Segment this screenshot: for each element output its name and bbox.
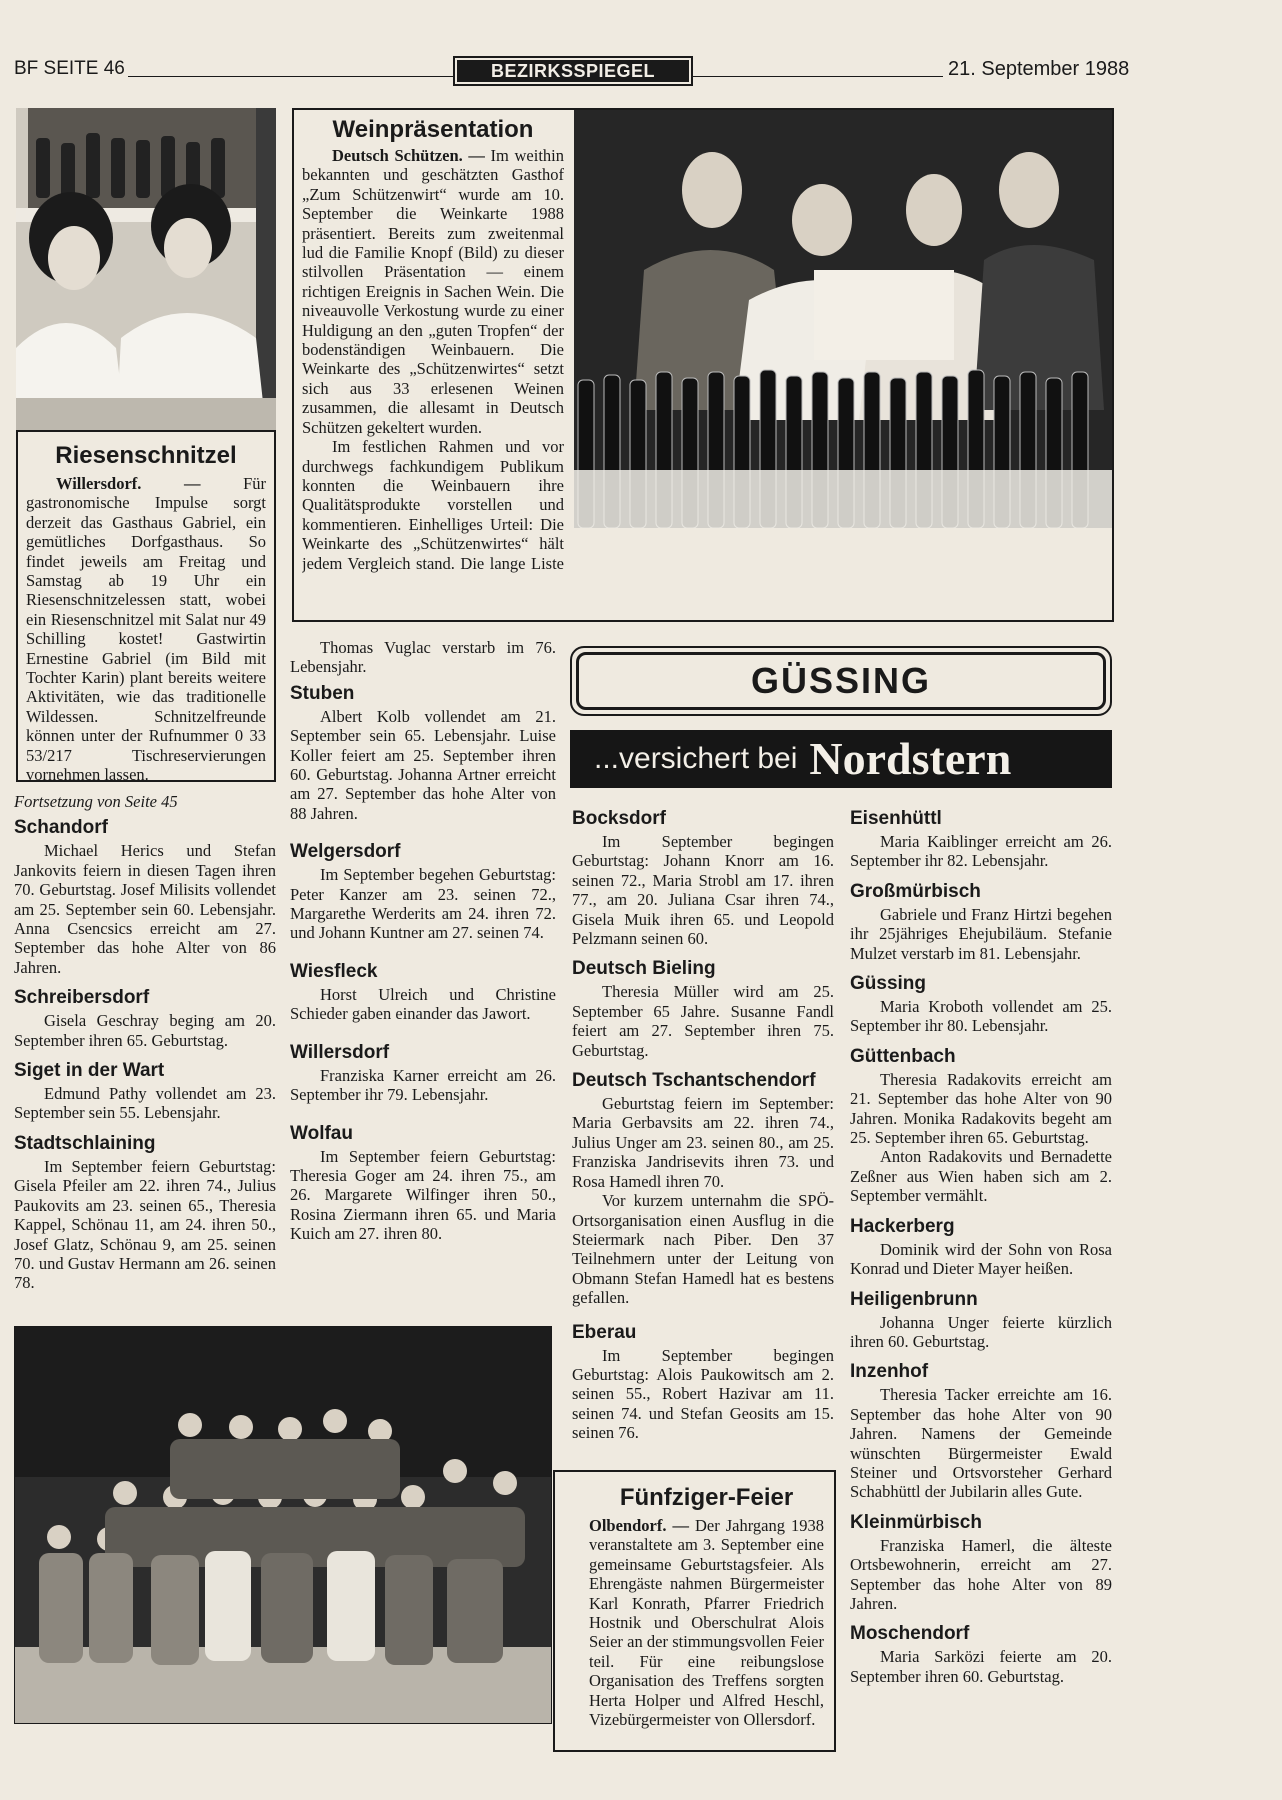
column-1: [14, 790, 276, 1293]
guessing-banner-inner: [576, 652, 1106, 710]
entry-heading: Wiesfleck: [290, 960, 378, 982]
entry-text: Im September begehen Geburtstag: Peter Kanzer am 23. seinen 72., Margarethe Werderits am 24. ihren 72. und Johann Kuntner am 27. seinen 74.: [290, 865, 556, 943]
entry-text: Im September feiern Geburtstag: Gisela Pfeiler am 22. ihren 74., Julius Paukovits am 23. seinen 65., Theresia Kappel, Schönau 11, am 24. ihren 50., Josef Glatz, Schönau 9, am 25. seinen 70. und Gustav Hermann am 26. seinen 78.: [14, 1156, 276, 1293]
entry-text: Gisela Geschray beging am 20. September ihren 65. Geburtstag.: [14, 1011, 276, 1050]
entry-text: Maria Sarközi feierte am 20. September ihren 60. Geburtstag.: [850, 1647, 1112, 1686]
entry-eberau: [572, 1322, 834, 1443]
fuenfziger-body: Der Jahrgang 1938 veranstaltete am 3. September eine gemeinsame Geburtstagsfeier. Als Ehrengäste nahmen Bürgermeister Karl Konrath, Pfarrer Friedrich Hostnik und Oberschulrat Alois Seier an der stimmungsvollen Feier teil. Für eine reibungslose Organisation des Treffens sorgten Herta Holper und Alfred Heschl, Vizebürgermeister von Ollersdorf.: [589, 1516, 825, 1730]
entry-moschendorf: [850, 1623, 1112, 1686]
entry-heading: Wolfau: [290, 1122, 353, 1144]
section-label: [453, 56, 693, 86]
column-2: [290, 638, 556, 1244]
entry-heading: Willersdorf: [290, 1041, 390, 1063]
entry-text: Maria Kaiblinger erreicht am 26. September ihr 82. Lebensjahr.: [850, 832, 1112, 871]
fuenfziger-feier-box: [553, 1470, 836, 1752]
entry-heading: Deutsch Bieling: [572, 958, 716, 980]
entry-text: Franziska Karner erreicht am 26. September ihr 79. Lebensjahr.: [290, 1065, 556, 1105]
entry-heading: Eberau: [572, 1321, 637, 1343]
entry-heiligenbrunn: [850, 1289, 1112, 1352]
entry-text: Maria Kroboth vollendet am 25. September ihr 80. Lebensjahr.: [850, 997, 1112, 1036]
entry-heading: Moschendorf: [850, 1623, 970, 1645]
entry-eisenhuettl: [850, 808, 1112, 871]
wein-p1-body: Im weithin bekannten und geschätzten Gasthof „Zum Schützenwirt“ wurde am 10. September die Weinkarte 1988 präsentiert. Bereits zum zweitenmal lud die Familie Knopf (Bild) zu dieser stilvollen Präsentation — einem richtigen Ereignis in Sachen Wein. Die niveauvolle Verkostung wurde zu einer Huldigung an den „guten Tropfen“ der bodenständigen Weinbauern. Die Weinkarte des „Schützenwirtes“ setzt sich aus 33 erlesenen Weinen zusammen, die allesamt in Deutsch Schützen gekeltert wurden.: [302, 146, 564, 437]
wein-p1: [302, 146, 564, 437]
entry-text: Theresia Tacker erreichte am 16. September das hohe Alter von 90 Jahren. Namens der Gemeinde wünschten Bürgermeister Ewald Steiner und Ortsvorsteher Gerhard Schabhüttl der Jubilarin alles Gute.: [850, 1385, 1112, 1502]
entry-text: Im September begingen Geburtstag: Alois Paukowitsch am 2. seinen 55., Robert Hazivar am 11. seinen 74. und Stefan Geosits am 15. seinen 76.: [572, 1345, 834, 1443]
entry-text: Edmund Pathy vollendet am 23. September sein 55. Lebensjahr.: [14, 1084, 276, 1123]
entry-text: Geburtstag feiern im September: Maria Gerbavsits am 22. ihren 74., Julius Unger am 23. seinen 80., am 25. Franziska Jandrisevits ihren 73. und Rosa Hamedl ihren 70.: [572, 1094, 834, 1191]
entry-text: Dominik wird der Sohn von Rosa Konrad und Dieter Mayer heißen.: [850, 1239, 1112, 1279]
entry-heading: Heiligenbrunn: [850, 1288, 978, 1310]
entry-heading: Inzenhof: [850, 1361, 929, 1383]
entry-inzenhof: [850, 1361, 1112, 1501]
fuenfziger-lead: Olbendorf. —: [589, 1516, 689, 1535]
entry-stadtschlaining: [14, 1133, 276, 1293]
riesenschnitzel-body: Für gastronomische Impulse sorgt derzeit das Gasthaus Gabriel, ein gemütliches Dorfgasthaus. So findet jeweils am Freitag und Samstag ab 19 Uhr ein Riesenschnitzelessen statt, wobei ein Riesenschnitzel mit Salat nur 49 Schilling kostet! Gastwirtin Ernestine Gabriel (im Bild mit Tochter Karin) plant bereits weitere Aktivitäten, wie das traditionelle Wildessen. Schnitzelfreunde können unter der Rufnummer 0 33 53/217 Tischreservierungen vornehmen lassen.: [26, 474, 266, 785]
entry-heading: Kleinmürbisch: [850, 1511, 982, 1533]
entry-heading: Stuben: [290, 682, 355, 704]
entry-grossmuerbisch: [850, 881, 1112, 963]
entry-text: Horst Ulreich und Christine Schieder gaben einander das Jawort.: [290, 984, 556, 1024]
entry-hackerberg: [850, 1216, 1112, 1279]
entry-text: Johanna Unger feierte kürzlich ihren 60. Geburtstag.: [850, 1312, 1112, 1351]
weinpraesentation-text: [302, 112, 564, 573]
entry-text: Im September begingen Geburtstag: Johann Knorr am 16. seinen 72., Maria Strobl am 17. ihren 77., am 20. Juliana Csar ihren 74., Gisela Muik ihren 65. und Leopold Pelzmann seinen 60.: [572, 832, 834, 949]
entry-text: Franziska Hamerl, die älteste Ortsbewohnerin, erreicht am 27. September das hohe Alter von 89 Jahren.: [850, 1535, 1112, 1613]
page-number: BF SEITE 46: [14, 58, 125, 79]
entry-heading: Großmürbisch: [850, 880, 981, 902]
entry-text: Theresia Müller wird am 25. September 65 Jahre. Susanne Fandl feiert am 27. September ihren 75. Geburtstag.: [572, 982, 834, 1060]
entry-heading: Güttenbach: [850, 1045, 956, 1067]
jahrgang-group-photo: [14, 1326, 552, 1724]
weinpraesentation-title: Weinpräsentation: [332, 116, 534, 143]
gasthaus-photo: [16, 108, 276, 430]
entry-welgersdorf: [290, 841, 556, 943]
wein-p2: Im festlichen Rahmen und vor durchwegs fachkundigem Publikum konnten die Weinbauern ihre Qualitätsprodukte vorstellen und kommentieren. Einhelliges Urteil: Die Weinkarte des „Schützenwirtes“ hält jedem Vergleich stand. Die lange Liste: [302, 437, 564, 573]
entry-heading: Welgersdorf: [290, 841, 401, 863]
entry-text: Albert Kolb vollendet am 21. September sein 65. Lebensjahr. Luise Koller feiert am 25. September ihren 60. Geburtstag. Johanna Artner erreicht am 27. September das hohe Alter von 88 Jahren.: [290, 706, 556, 823]
column-3: [572, 800, 834, 1443]
entry-schreibersdorf: [14, 987, 276, 1050]
entry-heading: Stadtschlaining: [14, 1132, 156, 1154]
entry-heading: Bocksdorf: [572, 808, 666, 829]
entry-heading: Güssing: [850, 973, 927, 995]
entry-heading: Siget in der Wart: [14, 1060, 165, 1082]
nordstern-prefix: ...versichert bei: [594, 742, 798, 775]
entry-schandorf: [14, 817, 276, 977]
entry-willersdorf: [290, 1042, 556, 1105]
riesenschnitzel-box: [16, 430, 276, 785]
entry-heading: Eisenhüttl: [850, 808, 942, 829]
section-label-text: BEZIRKSSPIEGEL: [457, 60, 689, 82]
entry-heading: Deutsch Tschantschendorf: [572, 1070, 816, 1092]
entry-text: Theresia Radakovits erreicht am 21. September das hohe Alter von 90 Jahren. Monika Radakovits begeht am 25. September ihren 65. Geburtstag.: [850, 1069, 1112, 1148]
guessing-banner-text: GÜSSING: [750, 660, 932, 701]
entry-guessing: [850, 973, 1112, 1036]
nordstern-brand: Nordstern: [809, 733, 1012, 784]
entry-deutsch-bieling: [572, 958, 834, 1060]
entry-kleinmuerbisch: [850, 1512, 1112, 1614]
entry-heading: Schandorf: [14, 817, 108, 839]
page-date: 21. September 1988: [948, 58, 1130, 80]
entry-text-2: Anton Radakovits und Bernadette Zeßner aus Wien haben sich am 2. September vermählt.: [850, 1147, 1112, 1206]
entry-siget: [14, 1060, 276, 1123]
fuenfziger-feier-title: Fünfziger-Feier: [619, 1484, 794, 1511]
riesenschnitzel-text: [26, 474, 266, 785]
entry-bocksdorf: [572, 808, 834, 948]
entry-text: Im September feiern Geburtstag: Theresia Goger am 24. ihren 75., am 26. Margarete Wilfinger ihren 50., Rosina Ziermann ihren 65. und Maria Kuich am 27. ihren 80.: [290, 1146, 556, 1244]
fortsetzung-note: Fortsetzung von Seite 45: [14, 792, 178, 811]
entry-guettenbach: [850, 1046, 1112, 1206]
entry-wiesfleck: [290, 961, 556, 1024]
entry-text: Michael Herics und Stefan Jankovits feiern in diesen Tagen ihren 70. Geburtstag. Josef Milisits vollendet am 25. September sein 60. Lebensjahr. Anna Csencsics erreicht am 27. September das hohe Alter von 86 Jahren.: [14, 841, 276, 977]
intro-text: Thomas Vuglac verstarb im 76. Lebensjahr.: [290, 638, 556, 677]
entry-wolfau: [290, 1123, 556, 1244]
riesenschnitzel-lead: Willersdorf. —: [56, 474, 201, 493]
entry-stuben: [290, 683, 556, 823]
header-rule-left: [128, 76, 454, 77]
column-4: [850, 800, 1112, 1686]
header-rule-right: [693, 76, 943, 77]
fuenfziger-feier-text: [589, 1516, 824, 1729]
wein-lead: Deutsch Schützen. —: [332, 146, 485, 165]
entry-text: Gabriele und Franz Hirtzi begehen ihr 25jähriges Ehejubiläum. Stefanie Mulzet verstarb im 81. Lebensjahr.: [850, 904, 1112, 963]
nordstern-ad: [570, 730, 1112, 788]
entry-deutsch-tschantschendorf: [572, 1070, 834, 1307]
entry-heading: Schreibersdorf: [14, 987, 150, 1009]
riesenschnitzel-title: Riesenschnitzel: [55, 442, 237, 469]
knopf-family-photo: [574, 110, 1112, 528]
guessing-banner: [570, 646, 1112, 716]
entry-text-2: Vor kurzem unternahm die SPÖ-Ortsorganisation einen Ausflug in die Steiermark nach Piber. Den 37 Teilnehmern unter der Leitung von Obmann Stefan Hamedl hat es bestens gefallen.: [572, 1191, 834, 1308]
entry-heading: Hackerberg: [850, 1215, 955, 1237]
